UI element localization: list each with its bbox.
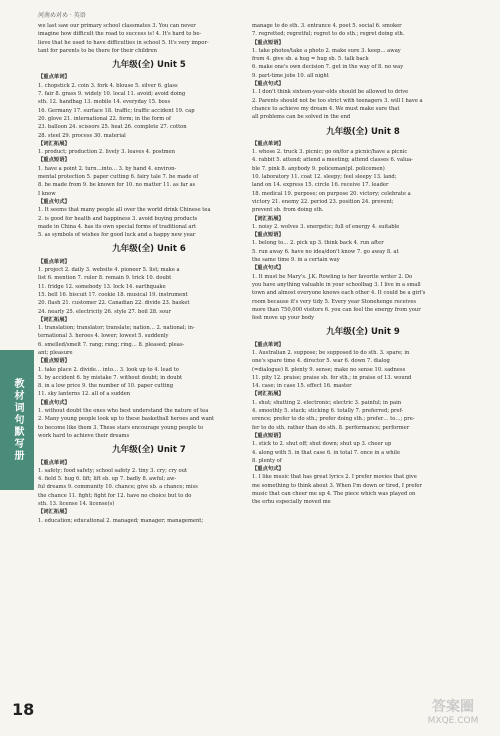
section-heading: 【词汇拓展】 [38, 316, 70, 323]
section-heading: 【重点短语】 [252, 432, 284, 439]
section-heading: 【重点单词】 [38, 258, 70, 265]
text-line: to become like them 3. These stars encourage young people to [38, 424, 204, 431]
text-line: the chance 11. fight; fight for 12. have no choice but to do [38, 492, 192, 499]
unit7-content [38, 459, 260, 525]
unit9-title: 九年级(全) Unit 9 [326, 327, 400, 338]
unit6-content [38, 258, 260, 441]
text-line: 1. chopstick 2. coin 3. fork 4. blouse 5. silver 6. glass [38, 82, 178, 89]
text-line: made in China 4. has its own special forms of traditional art [38, 223, 197, 230]
text-line: 1. whose 2. truck 3. picnic; go on/for a picnic/have a picnic [252, 149, 408, 156]
section-heading: 【重点单词】 [38, 459, 70, 466]
unit8-title: 九年级(全) Unit 8 [326, 126, 400, 137]
text-line: 1. Australian 2. suppose; be supposed to do sth. 3. spare; in [252, 349, 410, 356]
text-line: fer to do sth. rather than do sth. 8. performance; performer [252, 424, 410, 431]
section-heading: 【重点句式】 [252, 265, 284, 272]
text-line: 20. glove 21. international 22. form; in the form of [38, 115, 171, 122]
text-line: 1. belong to… 2. pick up 3. think back 4. run after [252, 240, 384, 247]
section-heading: 【重点句式】 [252, 466, 284, 473]
unit7-title: 九年级(全) Unit 7 [112, 445, 186, 456]
section-heading: 【重点单词】 [252, 341, 284, 348]
text-line: ful dreams 9. community 10. chance; give sb. a chance; miss [38, 484, 198, 491]
section-heading: 【词汇拓展】 [38, 140, 70, 147]
text-line: 1. without doubt the ones who best understand the nature of tea [38, 408, 209, 415]
text-line: 7. fair 8. grass 9. widely 10. local 11. avoid; avoid doing [38, 91, 186, 98]
text-line: 4. smoothly 5. stuck; sticking 6. totally 7. preferred; pref- [252, 408, 404, 415]
text-line: 24. nearly 25. electricity 26. style 27. boil 28. sour [38, 308, 171, 315]
text-line: 16. Germany 17. surface 18. traffic; traffic accident 19. cap [38, 107, 195, 114]
text-line: victory 21. enemy 22. period 23. position 24. prevent; [252, 198, 394, 205]
section-heading: 【重点单词】 [38, 74, 70, 81]
text-line: 1. product; production 2. lively 3. leaves 4. postmen [38, 149, 175, 156]
section-heading: 【重点短语】 [38, 157, 70, 164]
text-line: 1. take photos/take a photo 2. make sure 3. keep… away [252, 47, 401, 54]
watermark-url: MXQE.COM [427, 716, 479, 726]
text-line: list 6. mention 7. ruler 8. remain 9. trick 10. doubt [38, 275, 172, 282]
text-line: 6. smelled/smelt 7. rang; rung; ring… 8. pleased; pleas- [38, 341, 185, 348]
section-heading: 【重点短语】 [38, 358, 70, 365]
text-line: 5. by accident 6. by mistake 7. without doubt; in doubt [38, 374, 183, 381]
text-line: 10. laboratory 11. coat 12. sleepy; feel sleepy 13. land; [252, 174, 397, 181]
text-line: 4. field 5. hug 6. lift; lift sb. up 7. badly 8. awful; aw- [38, 476, 177, 483]
left-column [38, 22, 260, 525]
section-heading: 【重点短语】 [252, 39, 284, 46]
text-line: 1. project 2. daily 3. website 4. pioneer 5. list; make a [38, 267, 180, 274]
unit6-title: 九年级(全) Unit 6 [112, 244, 186, 255]
text-line: 8. in a low price 9. the number of 10. paper cutting [38, 383, 174, 390]
text-line: 1. safety; food safety; school safety 2. tiny 3. cry; cry out [38, 467, 188, 474]
text-line: from 4. give sb. a hug = hug sb. 5. talk back [252, 56, 369, 63]
text-line: town and almost everyone knows each other 4. It could be a girl's [252, 290, 426, 297]
text-line: 14. case; in case 15. effect 16. master [252, 383, 352, 390]
section-heading: 【词汇拓展】 [252, 215, 284, 222]
text-line: land on 14. express 15. circle 16. receive 17. leader [252, 182, 389, 189]
text-line: 6. make one's own decision 7. get in the way of 8. no way [252, 64, 404, 71]
text-line: 28. steel 29. process 30. material [38, 132, 126, 139]
intro-text [38, 22, 260, 55]
text-line: 1. take place 2. divide… into… 3. look up to 4. lead to [38, 366, 179, 373]
text-line: (=dialogue) 8. plenty 9. sense; make no sense 10. sadness [252, 366, 406, 373]
text-line: 1. translation; translator; translate; nation… 2. national; in- [38, 325, 195, 332]
side-tab: 教材词句默写册 [0, 350, 34, 490]
unit9-content [252, 341, 474, 507]
text-line: 1. stick to 2. shut off; shut down; shut up 3. cheer up [252, 441, 392, 448]
unit7-continued [252, 22, 474, 122]
text-line: 20. flash 21. customer 22. Canadian 22. divide 23. basket [38, 300, 190, 307]
text-line: more than 750,000 visitors 6. you can feel the energy from your [252, 306, 421, 313]
text-line: 1. I don't think sixteen-year-olds should be allowed to drive [252, 89, 409, 96]
text-line: 11. fridge 12. somebody 13. lock 14. earthquake [38, 283, 166, 290]
text-line: 11. sky lanterns 12. all of a sudden [38, 391, 131, 398]
text-line: prevent sb. from doing sth. [252, 207, 324, 214]
page-number: 18 [12, 700, 35, 719]
text-line: 1. have a point 2. turn…into… 3. by hand 4. environ- [38, 165, 177, 172]
text-line: room because it's very tidy 5. Every year Stonehenge receives [252, 298, 417, 305]
text-line: sth. 12. handbag 13. mobile 14. everyday 15. boss [38, 99, 171, 106]
text-line: tant for parents to be there for their children [38, 47, 157, 54]
text-line: 1. It seems that many people all over the world drink Chinese tea [38, 207, 211, 214]
text-line: 8. be made from 9. be known for 10. no matter 11. as far as [38, 182, 196, 189]
text-line: 5. as symbols of wishes for good luck and a happy new year [38, 232, 196, 239]
text-line: 2. is good for health and happiness 3. avoid buying products [38, 215, 198, 222]
text-line: 1. shut; shutting 2. electronic; electric 3. painful; in pain [252, 399, 402, 406]
text-line: 9. part-time jobs 10. all night [252, 72, 329, 79]
watermark-logo: 答案圈 [432, 699, 474, 715]
text-line: imagine how difficult the road to success is! 4. It's hard to be- [38, 31, 202, 38]
text-line: erence; prefer to do sth.; prefer doing sth.; prefer… to…; pre- [252, 416, 415, 423]
text-line: chance to achieve my dream 4. We must make sure that [252, 105, 400, 112]
text-line: ble 7. pink 8. anybody 9. policeman(pl. policemen) [252, 165, 385, 172]
section-heading: 【重点短语】 [252, 232, 284, 239]
text-line: 1. education; educational 2. managed; manager; management; [38, 517, 204, 524]
text-line: 15. bell 16. biscuit 17. cookie 18. musical 19. instrument [38, 291, 188, 298]
text-line: 1. It must be Mary's. J.K. Rowling is her favorite writer 2. Do [252, 273, 413, 280]
text-line: 1. I like music that has great lyrics 2. I prefer movies that give [252, 474, 417, 481]
text-line: 1. noisy 2. wolves 3. energetic; full of energy 4. suitable [252, 223, 400, 230]
text-line: music that can cheer me up 4. The piece which was played on [252, 491, 416, 498]
page-header: 河南め对め · 英语 [38, 12, 86, 19]
text-line: feet move up your body [252, 315, 315, 322]
text-line: 5. run away 6. have no idea/don't know 7. go away 8. at [252, 248, 399, 255]
text-line: lieve that he used to have difficulties in school 5. It's very impor- [38, 39, 209, 46]
section-heading: 【词汇拓展】 [38, 509, 70, 516]
unit5-title: 九年级(全) Unit 5 [112, 60, 186, 71]
text-line: sth. 13. license 14. license(s) [38, 501, 115, 508]
section-heading: 【重点句式】 [252, 81, 284, 88]
section-heading: 【重点句式】 [38, 399, 70, 406]
text-line: you have anything valuable in your schoolbag 3. I live in a small [252, 281, 421, 288]
section-heading: 【词汇拓展】 [252, 391, 284, 398]
text-line: 11. pity 12. praise; praise sb. for sth.; in praise of 13. wound [252, 374, 412, 381]
text-line: the same time 9. in a certain way [252, 257, 340, 264]
section-heading: 【重点单词】 [252, 140, 284, 147]
text-line: 4. along with 5. in that case 6. in total 7. once in a while [252, 449, 401, 456]
text-line: the erhu especially moved me [252, 499, 331, 506]
text-line: all problems can be solved in the end [252, 114, 351, 121]
text-line: 2. Parents should not be too strict with teenagers 3. will I have a [252, 97, 423, 104]
text-line: I know [38, 190, 56, 197]
watermark [412, 696, 494, 732]
text-line: 7. regretted; regretful; regret to do sth.; regret doing sth. [252, 31, 405, 38]
unit8-content [252, 140, 474, 323]
text-line: 18. medical 19. purpose; on purpose 20. victory; celebrate a [252, 190, 411, 197]
text-line: mental protection 5. paper cutting 6. fairy tale 7. be made of [38, 174, 199, 181]
text-line: we last saw our primary school classmates 3. You can never [38, 23, 196, 29]
text-line: ant; pleasure [38, 349, 73, 356]
unit5-content [38, 73, 260, 239]
right-column [252, 22, 474, 507]
section-heading: 【重点句式】 [38, 198, 70, 205]
text-line: me something to think about 3. When I'm down or tired, I prefer [252, 482, 422, 489]
text-line: ternational 3. heroes 4. lower; lowest 5. suddenly [38, 333, 169, 340]
text-line: 23. balloon 24. scissors 25. heat 26. complete 27. cotton [38, 124, 187, 131]
text-line: 8. plenty of [252, 457, 282, 464]
text-line: one's spare time 4. director 5. war 6. down 7. dialog [252, 358, 390, 365]
text-line: 4. rabbit 5. attend; attend a meeting; attend classes 6. valua- [252, 157, 413, 164]
text-line: 2. Many young people look up to these basketball heroes and want [38, 416, 215, 423]
text-line: work hard to achieve their dreams [38, 432, 130, 439]
text-line: manage to do sth. 3. entrance 4. poet 5. social 6. smoker [252, 23, 402, 29]
